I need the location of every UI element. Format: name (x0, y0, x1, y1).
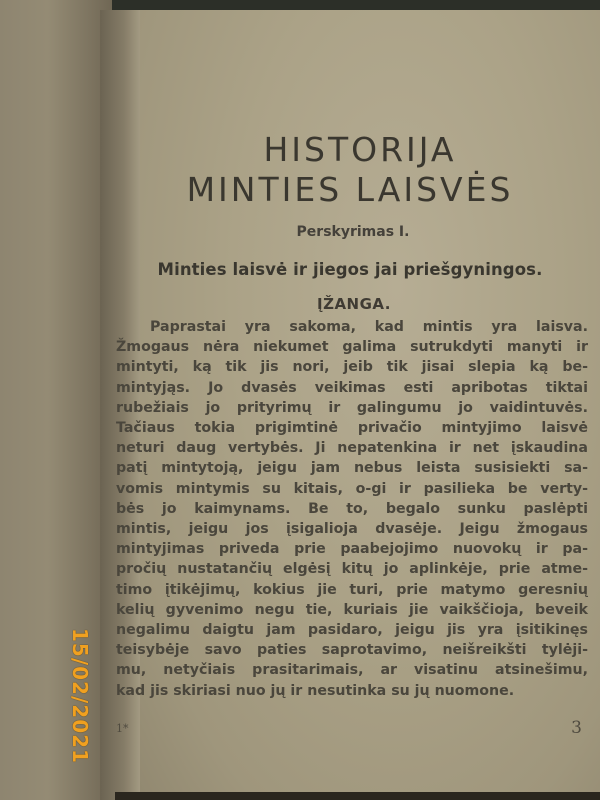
text-line: rubežiais jo prityrimų ir galingumu jo vaidintuvės. (116, 399, 588, 416)
text-line: Tačiaus tokia prigimtinė privačio mintyjimo laisvė (116, 420, 588, 437)
text-line: mintyti, ką tik jis nori, jeib tik jisai slepia ką be- (116, 359, 588, 376)
text-line: teisybėje savo paties saprotavimo, neišreikšti tylėji- (116, 642, 588, 659)
chapter-title: Minties laisvė ir jiegos jai priešgyningos. (157, 260, 543, 279)
signature-mark: 1* (116, 722, 129, 735)
book-title-line-1: HISTORIJA (263, 130, 457, 169)
text-line: mu, netyčiais prasitarimais, ar visatinu atsinešimu, (116, 662, 588, 679)
text-line: pročių nustatančių elgėsį kitų jo aplinkėje, prie atme- (116, 561, 588, 578)
background-strip (112, 0, 600, 10)
page-number: 3 (571, 718, 582, 738)
body-paragraph (112, 317, 588, 701)
text-line: mintyjimas priveda prie paabejojimo nuovokų ir pa- (116, 541, 588, 558)
page-footer (112, 718, 588, 742)
text-line: mintyjąs. Jo dvasės veikimas esti apribotas tiktai (116, 379, 588, 396)
text-line: mintis, jeigu jos įsigalioja dvasėje. Jeigu žmogaus (116, 521, 588, 538)
camera-date-stamp: 15/02/2021 (68, 628, 92, 764)
text-line: timo įtikėjimų, kokius jie turi, prie matymo geresnių (116, 581, 588, 598)
book-title-line-2: MINTIES LAISVĖS (186, 170, 514, 209)
page-bottom-edge (115, 792, 600, 800)
text-line: Žmogaus nėra niekumet galima sutrukdyti manyti ir (116, 339, 588, 356)
text-line: Paprastai yra sakoma, kad mintis yra laisva. (150, 319, 588, 335)
text-line: negalimu daigtu jam pasidaro, jeigu jis yra įsitikinęs (116, 622, 588, 639)
text-line: patį mintytoją, jeigu jam nebus leista susisiekti sa- (116, 460, 588, 477)
text-line: kad jis skiriasi nuo jų ir nesutinka su jų nuomone. (116, 682, 515, 699)
section-heading: ĮŽANGA. (316, 295, 392, 313)
chapter-label: Perskyrimas I. (296, 224, 410, 240)
text-line: bės jo kaimynams. Be to, begalo sunku paslėpti (116, 500, 588, 517)
text-line: vomis mintymis su kitais, o-gi ir pasilieka be verty- (116, 480, 588, 497)
text-line: kelių gyvenimo negu tie, kuriais jie vaikščioja, beveik (116, 601, 588, 618)
page-content (112, 130, 588, 701)
text-line: neturi daug vertybės. Ji nepatenkina ir net įskaudina (116, 440, 588, 457)
